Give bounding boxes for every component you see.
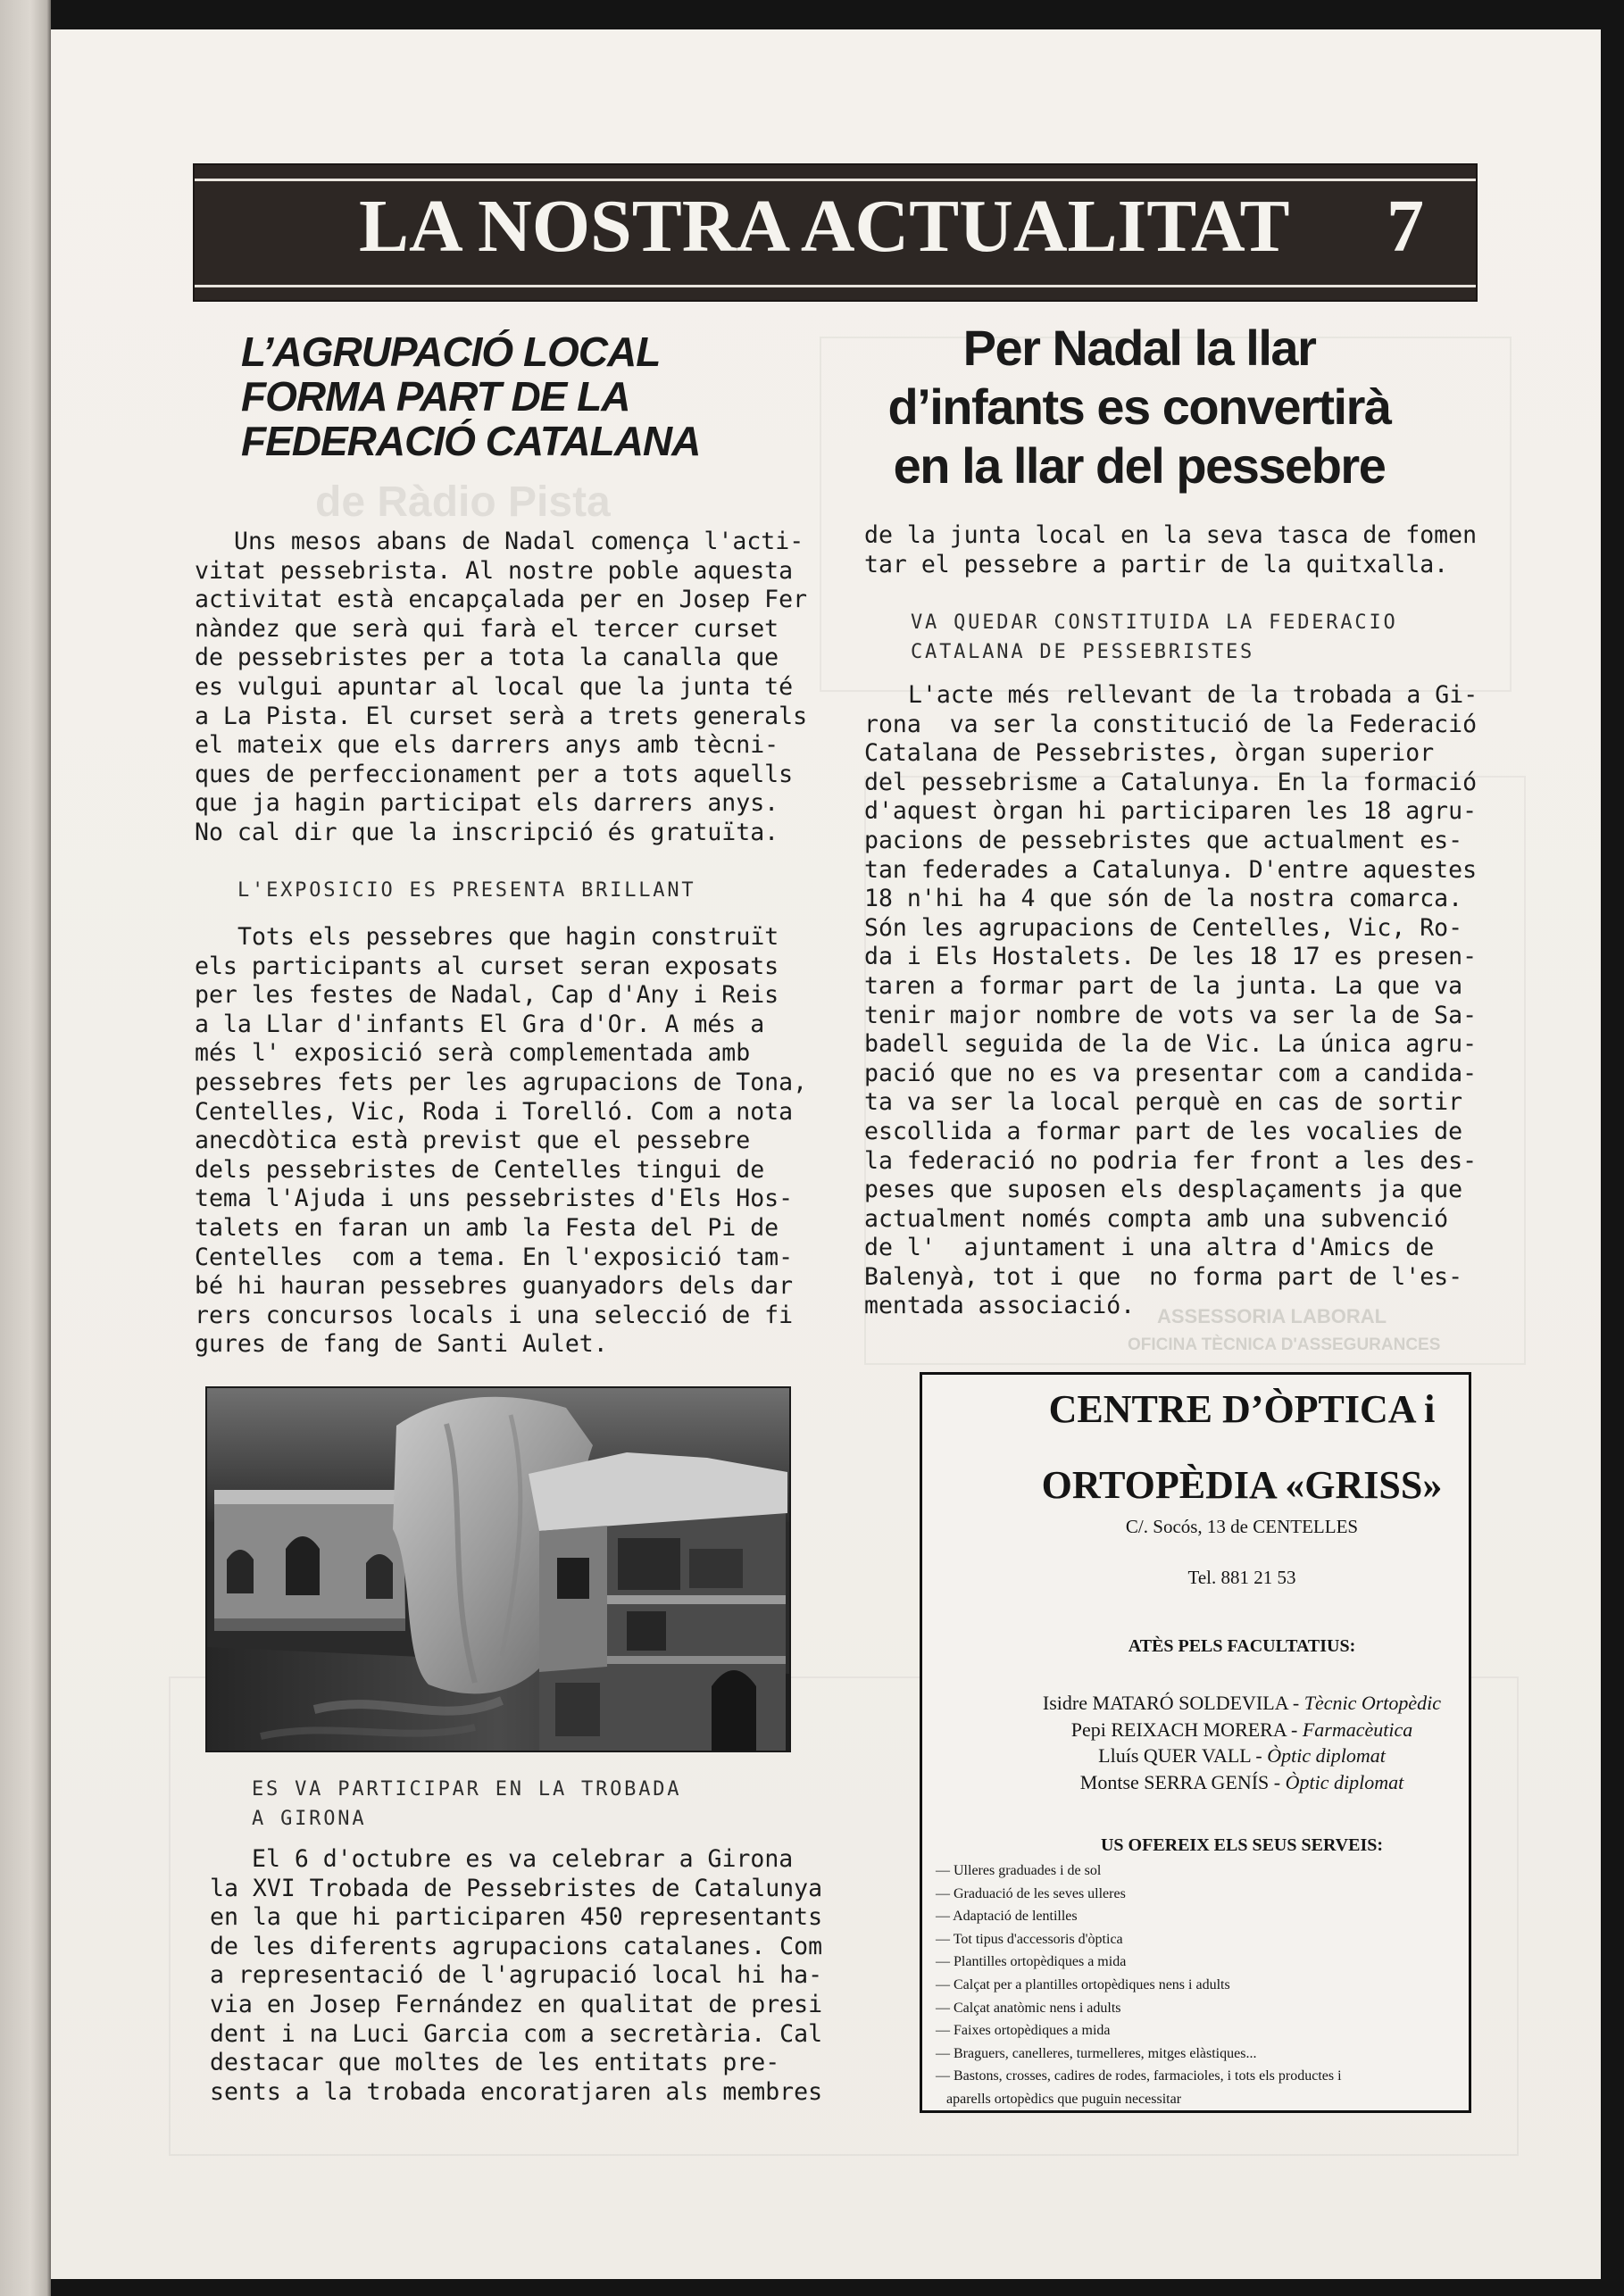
left-article-paragraph: Uns mesos abans de Nadal comença l'acti- vitat pessebrista. Al nostre poble aquesta activitat està encapçalada per en Josep Fer nàndez que serà qui farà el tercer curset de pessebristes per a tota la canalla que es vulgui apuntar al local que la junta té a La Pista. El curset serà a trets generals el mateix que els darrers anys amb tècni- ques de perfeccionament per a tots aquells que ja hagin participat els darrers anys. No cal dir que la inscripció és gratuïta. xyxy=(195,528,808,846)
nativity-scene-photo xyxy=(207,1388,789,1751)
ad-address: C/. Socós, 13 de CENTELLES xyxy=(1125,1516,1359,1537)
ad-staff-name: Montse SERRA GENÍS - xyxy=(1079,1770,1286,1793)
nativity-scene-image xyxy=(207,1388,789,1751)
bleed-through-text: OFICINA TÈCNICA D'ASSEGURANCES xyxy=(1128,1335,1441,1354)
ad-staff-member xyxy=(1015,1717,1469,1743)
page-binding-edge xyxy=(0,0,51,2296)
ad-staff-name: Pepi REIXACH MORERA - xyxy=(1070,1718,1303,1741)
section-header-bar xyxy=(195,165,1476,300)
left-article-paragraph: Tots els pessebres que hagin construït els participants al curset seran exposats per les festes de Nadal, Cap d'Any i Reis a la Llar d'infants El Gra d'Or. A més a més l' exposició serà complementada amb pessebres fets per les agrupacions de Tona, Centelles, Vic, Roda i Torelló. Com a nota anecdòtica està previst que el pessebre dels pessebristes de Centelles tingui de tema l'Ajuda i uns pessebristes d'Els Hos- talets en faran un amb la Festa del Pi de Centelles com a tema. En l'exposició tam- bé hi hauran pessebres guanyadors dels dar rers concursos locals i una selecció de fi gures de fang de Santi Aulet. xyxy=(195,923,808,1359)
ad-staff-member xyxy=(1015,1743,1469,1769)
right-article-paragraph: de la junta local en la seva tasca de fomen tar el pessebre a partir de la quitxalla. xyxy=(864,521,1478,578)
page-number: 7 xyxy=(1387,185,1424,268)
ad-staff-member xyxy=(1015,1769,1469,1796)
left-article-paragraph: El 6 d'octubre es va celebrar a Girona la XVI Trobada de Pessebristes de Catalunya en la que hi participaren 450 representants de les diferents agrupacions catalanes. Com a representació de l'agrupació local hi ha- via en Josep Fernández en qualitat de presi dent i na Luci Garcia com a secretària. Cal destacar que moltes de les entitats pre- sents a la trobada encoratjaren als membres xyxy=(210,1845,823,2106)
ad-staff-name: Lluís QUER VALL - xyxy=(1098,1744,1268,1768)
right-article-subheading: VA QUEDAR CONSTITUIDA LA FEDERACIO CATALANA DE PESSEBRISTES xyxy=(911,611,1398,663)
ad-staff-heading: ATÈS PELS FACULTATIUS: xyxy=(1128,1636,1356,1656)
left-article-headline: L’AGRUPACIÓ LOCAL FORMA PART DE LA FEDERACIÓ CATALANA xyxy=(241,329,701,464)
section-title: LA NOSTRA ACTUALITAT xyxy=(359,185,1290,268)
right-article-headline: Per Nadal la llar d’infants es convertirà en la llar del pessebre xyxy=(887,320,1391,494)
optics-advertisement xyxy=(920,1372,1471,2113)
header-rule-top xyxy=(195,179,1476,181)
ad-services-list: — Ulleres graduades i de sol — Graduació de les seves ulleres — Adaptació de lentilles — Tot tipus d'accessoris d'òptica — Plantilles ortopèdiques a mida — Calçat per a plantilles ortopèdiques nens i adults — Calçat anatòmic nens i adults — Faixes ortopèdiques a mida — Braguers, canelleres, turmelleres, mitges elàstiques... — Bastons, crosses, cadires de rodes, farmacioles, i tots els productes i aparells ortopèdics que puguin necessitar xyxy=(936,1863,1342,2107)
left-article-subheading: ES VA PARTICIPAR EN LA TROBADA A GIRONA xyxy=(252,1778,682,1830)
scene-left-wall xyxy=(214,1490,405,1631)
bleed-through-text: de Ràdio Pista xyxy=(315,478,611,526)
scene-right-building xyxy=(529,1452,787,1751)
ad-staff-role: Òptic diplomat xyxy=(1267,1744,1386,1768)
left-article-subheading: L'EXPOSICIO ES PRESENTA BRILLANT xyxy=(237,879,696,902)
ad-staff-role: Tècnic Ortopèdic xyxy=(1303,1692,1442,1714)
ad-staff-name: Isidre MATARÓ SOLDEVILA - xyxy=(1042,1692,1304,1714)
ad-staff-role: Farmacèutica xyxy=(1302,1718,1413,1741)
ad-staff-role: Òptic diplomat xyxy=(1285,1770,1404,1793)
right-article-paragraph: L'acte més rellevant de la trobada a Gi- rona va ser la constitució de la Federació Catalana de Pessebristes, òrgan superior del pessebrisme a Catalunya. En la formació d'aquest òrgan hi participaren les 18 agru- pacions de pessebristes que actualment es- tan federades a Catalunya. D'entre aquestes 18 n'hi ha 4 que són de la nostra comarca. Són les agrupacions de Centelles, Vic, Ro- da i Els Hostalets. De les 18 17 es presen- taren a formar part de la junta. La que va tenir major nombre de vots va ser la de Sa- badell seguida de la de Vic. La única agru- pació que no es va presentar com a candida- ta va ser la local perquè en cas de sortir escollida a formar part de les vocalies de la federació no podria fer front a les des- peses que suposen els desplaçaments ja que actualment només compta amb una subvenció de l' ajuntament i una altra d'Amics de Balenyà, tot i que no forma part de l'es- mentada associació. xyxy=(864,681,1478,1320)
ad-business-name-line-1: CENTRE D’ÒPTICA i xyxy=(1048,1387,1436,1431)
bleed-through-text: ASSESSORIA LABORAL xyxy=(1157,1305,1387,1327)
ad-phone: Tel. 881 21 53 xyxy=(1187,1567,1296,1588)
ad-services-heading: US OFEREIX ELS SEUS SERVEIS: xyxy=(1100,1835,1384,1855)
ad-business-name-line-2: ORTOPÈDIA «GRISS» xyxy=(1041,1463,1443,1507)
ad-staff-member xyxy=(1015,1690,1469,1717)
ad-staff-list xyxy=(1015,1690,1469,1795)
header-rule-bottom xyxy=(195,285,1476,287)
